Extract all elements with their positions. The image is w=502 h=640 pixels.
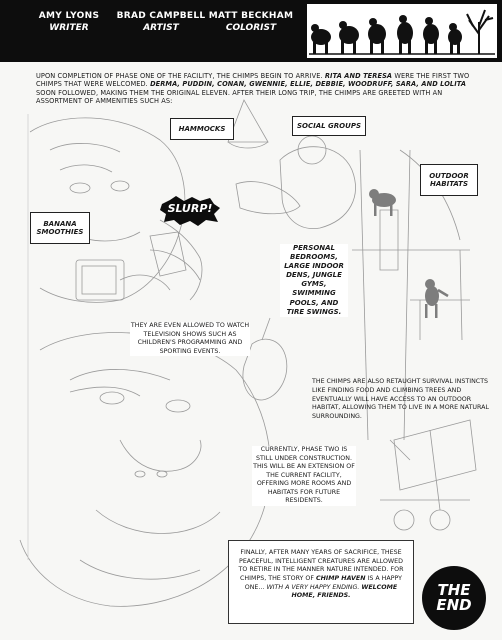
the-end-line-1: THE xyxy=(437,581,471,599)
finale-happy-ending: WITH A VERY HAPPY ENDING. xyxy=(266,583,360,591)
intro-names-1: RITA AND TERESA xyxy=(324,72,393,80)
credit-name: BRAD CAMPBELL xyxy=(116,11,206,21)
caption-phase-two: CURRENTLY, PHASE TWO IS STILL UNDER CONSTRUCTION. THIS WILL BE AN EXTENSION OF THE CURRENT FACILITY, OFFERING MORE ROOMS AND HABITATS FOR FUTURE RESIDENTS. xyxy=(253,446,355,504)
slurp-text: SLURP! xyxy=(167,202,213,215)
label-hammocks: HAMMOCKS xyxy=(170,118,234,140)
finale-text-1: FINALLY, AFTER MANY YEARS OF SACRIFICE, THESE PEACEFUL, INTELLIGENT CREATURES ARE ALLOWED TO RETIRE IN THE MANNER NATURE INTENDED. FOR CHIMPS, THE STORY OF xyxy=(238,549,404,583)
intro-text-1: UPON COMPLETION OF PHASE ONE OF THE FACILITY, THE CHIMPS BEGIN TO ARRIVE. xyxy=(36,72,323,80)
caption-television: THEY ARE EVEN ALLOWED TO WATCH TELEVISION SHOWS SUCH AS CHILDREN'S PROGRAMMING AND SPORTING EVENTS. xyxy=(130,322,250,355)
label-outdoor-habitats: OUTDOOR HABITATS xyxy=(420,164,478,196)
label-social-groups: SOCIAL GROUPS xyxy=(292,116,366,136)
the-end-badge xyxy=(422,566,486,630)
credit-role: ARTIST xyxy=(143,23,179,33)
intro-paragraph xyxy=(36,72,476,106)
finale-welcome: WELCOME HOME, FRIENDS. xyxy=(291,583,398,600)
credit-name: AMY LYONS xyxy=(38,11,100,21)
intro-names-2: DERMA, PUDDIN, CONAN, GWENNIE, ELLIE, DEBBIE, WOODRUFF, SARA, AND LOLITA xyxy=(150,80,467,89)
credit-name: MATT BECKHAM xyxy=(208,11,294,21)
caption-survival: THE CHIMPS ARE ALSO RETAUGHT SURVIVAL INSTINCTS LIKE FINDING FOOD AND CLIMBING TREES AND EVENTUALLY WILL HAVE ACCESS TO AN OUTDOOR HABITAT, ALLOWING THEM TO LIVE IN A MORE NATURAL SURROUNDING. xyxy=(312,378,489,421)
the-end-line-2: END xyxy=(436,596,472,614)
label-banana-smoothies: BANANA SMOOTHIES xyxy=(30,212,90,244)
amenities-list: PERSONAL BEDROOMS, LARGE INDOOR DENS, JUNGLE GYMS, SWIMMING POOLS, AND TIRE SWINGS. xyxy=(280,244,348,317)
finale-caption xyxy=(228,540,414,624)
credit-role: COLORIST xyxy=(225,23,277,33)
credit-role: WRITER xyxy=(49,23,89,33)
intro-text-2: WERE THE FIRST TWO CHIMPS THAT WERE WELCOMED. xyxy=(36,72,470,89)
intro-text-3: SOON FOLLOWED, MAKING THEM THE ORIGINAL ELEVEN. AFTER THEIR LONG TRIP, THE CHIMPS ARE GREETED WITH AN ASSORTMENT OF AMMENITIES SUCH AS: xyxy=(36,88,443,106)
slurp-sound-effect xyxy=(160,196,220,226)
finale-text-2: IS A HAPPY ONE... xyxy=(244,575,402,591)
finale-chimp-haven: CHIMP HAVEN xyxy=(316,575,366,583)
